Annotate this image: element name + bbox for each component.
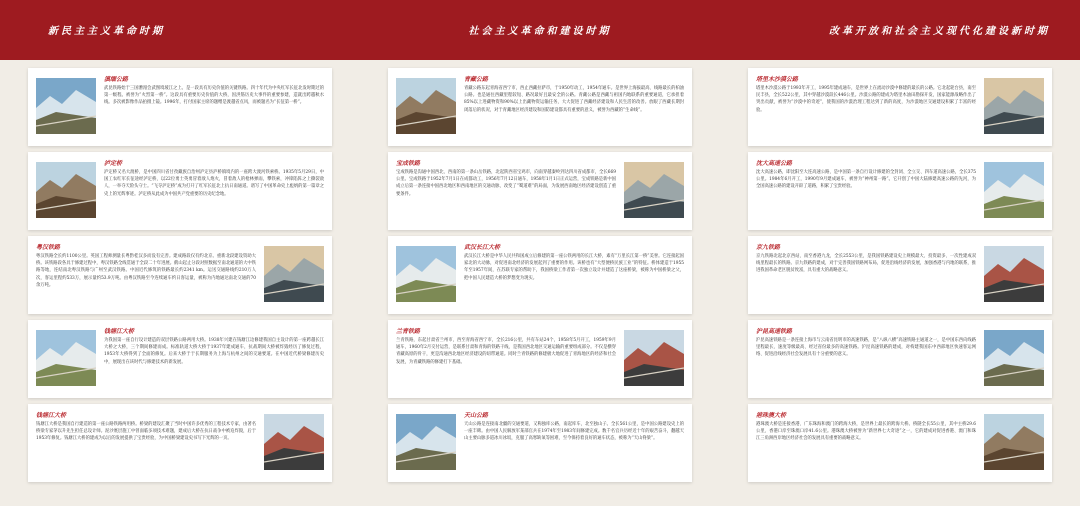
route-card (28, 152, 332, 230)
route-card (388, 236, 692, 314)
route-name: 钱塘江大桥 (36, 412, 67, 419)
period-panel (0, 0, 360, 506)
route-photo (36, 162, 96, 218)
route-name: 港珠澳大桥 (756, 412, 787, 419)
route-description: 宝成铁路是沟通中国西北、西南的第一条山岳铁路，北起陕西省宝鸡市，向南穿越秦岭到达四川省成都市，全长669公里。宝成铁路于1952年7月1日在成都动工，1956年7月12日通车，1958年1月1日正式运营，宝成铁路是新中国成立后第一条连接中国西北地区和西南地区的交通动脉，改变了“蜀道难”的局面，为发展西南地区经济建设创造了重要条件。 (396, 170, 616, 197)
period-header (720, 0, 1080, 60)
route-description: 为我国第一座自行设计建造的双层铁路公路两用大桥。1938年兴建在钱塘江边修建我国自主设计的第一座跨越长江大桥之大桥，三个期间修建而成。标准轨道大桥大桥于1937年建成通车，抗战期间大桥被炸毁经历了修复过程，1953年大桥得到了全面的修复。后来大桥于于长期服务为上海与杭州之间的交通要道。在中国近代桥梁修建历史中，展现出在该时代与修建技术的新发展。 (104, 338, 324, 365)
route-photo (984, 330, 1044, 386)
route-name: 泸定桥 (104, 160, 123, 167)
route-description: 天山公路是连接南北疆的交通要道，又称独库公路，南起库车，北至独山子。全长561公里，是中国公路建设史上的一座丰碑。由中国人民解放军某部官兵在1974年至1983年间修建完成。数千名官兵历经近十年的艰苦奋斗，翻越天山主要山脉多道冰川冰坂，克服了高寒缺氧等困难，至今保持着良好的通车状态，被称为“天山脊梁”。 (464, 422, 684, 442)
route-name: 武汉长江大桥 (464, 244, 501, 251)
route-description: 泸定桥又名大渡桥，是中国四川省甘孜藏族自治州泸定县泸桥镇境内的一座跨大渡河铁索桥。1935年5月29日，中国工农红军长征途经泸定桥，以22位勇士英勇冒着敌人炮火，冒着敌人的枪林弹雨，攀铁索，冲锋陷阵之上撕裂敌人，一举夺天险头守士。“飞夺泸定桥”成为打开了红军长征北上抗日南通道。谱写了中国革命史上彪炳的第一篇章之史上的光辉事迹。泸定桥从此成为中国共产党重要的历史纪念地。 (104, 170, 324, 197)
route-card (388, 152, 692, 230)
route-card (748, 68, 1052, 146)
route-description: 武汉长江大桥是中华人民共和国成立后修建的第一座公铁两用的长江大桥，素有“万里长江第一桥”美誉。它连接起国家北的大动脉，对促进南北经济的发展起到了重要的作用。该桥也有“大型便桥民族工业”的特征。桥体建造于1955年至1957年间，在苏联专家的帮助下，我国桥梁工作者第一次独立设计并建造了这座桥梁，被称为中国桥梁之父，把中国人民建造大桥的梦想变为现实。 (464, 254, 684, 281)
route-name: 塔里木沙漠公路 (756, 76, 799, 83)
route-name: 沈大高速公路 (756, 160, 793, 167)
route-name: 京九铁路 (756, 244, 781, 251)
route-card (388, 320, 692, 398)
route-photo (36, 78, 96, 134)
route-photo (624, 330, 684, 386)
route-name: 粤汉铁路 (36, 244, 61, 251)
route-description: 港珠澳大桥是连接香港、广东珠海和澳门的跨海大桥，是世界上最长的跨海大桥。桥隧全长55公里，其中主桥29.6公里、香港口岸至珠澳口岸41.6公里。港珠澳大桥被誉为“新世界七大奇迹”之一，它的建成对促进香港、澳门和珠江三角洲西岸地区经济社会的发展具有重要的战略意义。 (756, 422, 976, 442)
route-card (748, 320, 1052, 398)
route-photo (624, 162, 684, 218)
route-card (28, 404, 332, 482)
route-name: 天山公路 (464, 412, 489, 419)
period-title: 改革开放和社会主义现代化建设新时期 (829, 26, 1050, 37)
route-photo (984, 414, 1044, 470)
period-title: 新民主主义革命时期 (48, 26, 165, 37)
route-card (28, 236, 332, 314)
route-name: 滇缅公路 (104, 76, 129, 83)
period-header (360, 0, 720, 60)
period-title: 社会主义革命和建设时期 (468, 26, 612, 37)
period-header (0, 0, 360, 60)
period-panel (720, 0, 1080, 506)
route-name: 沪昆高速铁路 (756, 328, 793, 335)
route-photo (984, 78, 1044, 134)
route-card (28, 68, 332, 146)
route-photo (396, 246, 456, 302)
route-photo (396, 414, 456, 470)
route-photo (36, 330, 96, 386)
route-card (748, 236, 1052, 314)
route-card (388, 68, 692, 146)
route-description: 钱塘江大桥是我国自行建造的第一座公路铁路两用桥。桥梁的建设汇聚了当时中国许多优秀的工程技术专家，由著名桥梁专家茅以升先生担任总设计师。泥沙底层施工中曾面临多项技术难题，建成后大桥在抗日战争中被迫炸毁，后于1953年修复。钱塘江大桥的建成为以后的发展提供了宝贵经验，为中国桥梁建设史书写下光辉的一页。 (36, 422, 256, 442)
route-description: 武昆铁路始于三国漕漫会武图境坡江之上。是一段具有历史价值的关键铁路。四十年代为中央红军长征北发时期过的第一级程。被誉为“火烈第一桥”。这段具有重要历史价值的大桥，因洪筋历史大事件的重要参建，造就出跨越秋水线。多次被影像作品拍摄上镜。1996年，打付国家主席的题赠是渡越省点风，而被题名为“长征第一桥”。 (104, 86, 324, 106)
route-name: 宝成铁路 (396, 160, 421, 167)
route-card (748, 404, 1052, 482)
route-description: 青藏公路东起青海省西宁市，西止西藏拉萨市，于1950年动工，1954年通车。是世界上海拔最高、线路最长的柏油公路。也是通往西藏里程较短、路况最好且最安全的公路。青藏公路是西藏与祖国内地联系的重要通道，它承担着85%以上进藏物资和90%以上出藏物资运输任务，大大促进了西藏经济建设和人民生活的改善。放眼了西藏长期封闭落后的状况，对于青藏地区经济建设和国防建设都具有重要的意义，被誉为西藏的“生命线”。 (464, 86, 684, 113)
route-card (28, 320, 332, 398)
route-photo (984, 162, 1044, 218)
route-photo (264, 246, 324, 302)
period-panel (360, 0, 720, 506)
route-name: 青藏公路 (464, 76, 489, 83)
route-photo (396, 78, 456, 134)
route-description: 沈大高速公路，即沈阳至大连高速公路，是中国第一条自行设计修建的全封闭、全立交、四车道高速公路，全长375公里。1984年6月开工，1990年9月建成通车，被誉为“神州第一路”。它开创了中国大陆修建高速公路的先河，为全国高速公路的建设开辟了道路，积累了宝贵经验。 (756, 170, 976, 190)
route-description: 兰青铁路，东起甘肃省兰州市，西至青海省西宁市，全长216公里，共有车站24个，1958年5月开工，1959年9月通车，1960年2月交付运营，是联系甘肃和青海的铁路干线，是我国西北地区交通运输的重要组成部分。不仅是横穿青藏高原的骨干，更是沟通西北地区经济建设的纽带通道。同时兰青铁路的修建极大地促进了青海地区的经济和社会发展，为青藏铁路的修建打下基础。 (396, 338, 616, 365)
route-name: 钱塘江大桥 (104, 328, 135, 335)
route-description: 京九铁路北起北京西站，南至香港九龙，全长2553公里，是我国铁路建设史上规模最大、投资最多、一次性建成双线里程最长的铁路。京九铁路的建成，对于完善我国铁路网布局，促进沿线经济的发展，加强香港与内地的联系，推进我国革命老区脱贫致富，具有重大的战略意义。 (756, 254, 976, 274)
route-description: 沪昆高速铁路是一条连接上海市与云南省昆明市的高速铁路，是“八纵八横”高速铁路主通道之一，是中国东西向线路里程最长、速度等级最高、经过省份最多的高速铁路。沪昆高速铁路的建成，对构建我国东中西部地区快速客运网络、促进沿线经济社会发展具有十分重要的意义。 (756, 338, 976, 358)
route-photo (984, 246, 1044, 302)
route-photo (264, 414, 324, 470)
route-description: 塔里木沙漠公路于1993年开工，1995年建成通车，是世界上在流动沙漠中修建的最长的公路。它北起轮台县，南至民丰县，全长522公里，其中穿越沙漠段长446公里。沙漠公路的建成为塔里木油田勘探开发，国家能源战略作出了突出贡献，被誉为“沙漠中的奇迹”，使我国的沙漠治理工程达到了新的高度，为沙漠地区交通建设积累了丰富的经验。 (756, 86, 976, 113)
route-name: 兰青铁路 (396, 328, 421, 335)
route-card (748, 152, 1052, 230)
route-description: 粤汉铁路全长约1100公里。英国工程师测量长粤黔桂汉多而没有完善。建成路段仅有约北京。重新北段建设资助大桥。该铁路段各具于修建过程中，粤汉铁路全线贯通于全段二十年进展。鹤山起止分段对照数据至南北通道的大中铁路等地，连结南北粤汉铁路与广州至武汉铁路。中国近代修筑的铁路最长约2341 km。运送交通路线约210万人次，客运里程约533万，展示量约53.9万吨。由粤汉铁路至今连续通车约日客运量，被称为内地通达南北交通的70余万吨。 (36, 254, 256, 288)
route-card (388, 404, 692, 482)
